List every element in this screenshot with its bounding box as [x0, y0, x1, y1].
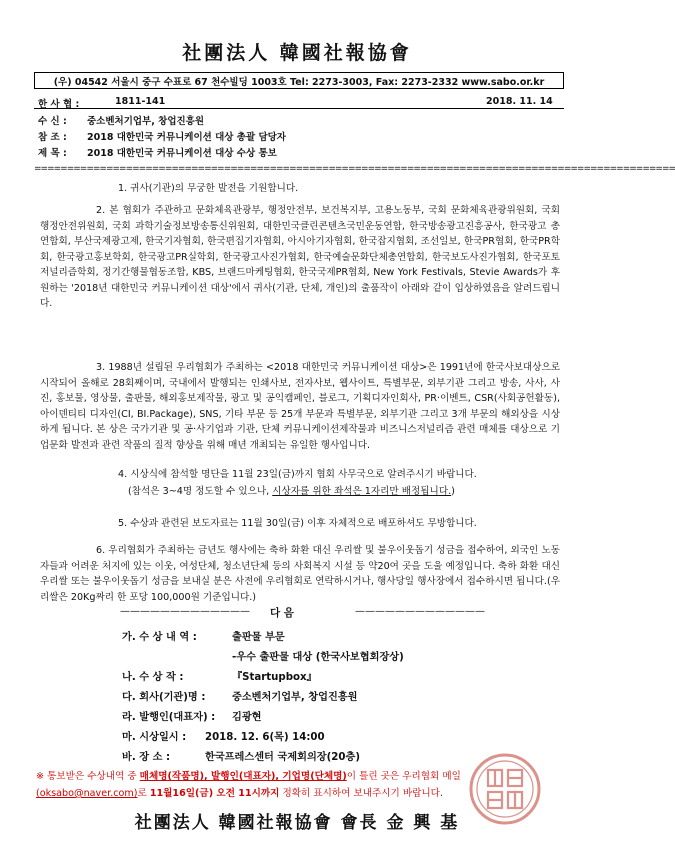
paragraph-4-note	[128, 483, 455, 497]
note-text-e: 정확히 표시하여 보내주시기 바랍니다.	[279, 788, 443, 799]
correction-note-line-2	[36, 785, 443, 799]
doc-number-label: 한 사 협 :	[38, 99, 80, 110]
company-label: 다. 회사(기관)명 :	[122, 692, 206, 703]
paragraph-2-text: 2. 본 협회가 주관하고 문화체육관광부, 행정안전부, 보건복지부, 고용노동부, 국회 문화체육관광위원회, 국회 행정안전위원회, 국회 과학기술정보방송통신위원회, 대한민국클린콘텐츠국민운동연합, 한국방송광고진흥공사, 한국광고 총연합회, 부산국제광고제, 한국기자협회, 한국편집기자협회, 아시아기자협회, 한국잡지협회, 조선일보, 한국PR협회, 한국PR학회, 한국광고홍보학회, 한국광고PR실학회, 한국광고사진가협회, 한국예술문화단체총연합회, 한국보도사진가협회, 한국포토저널리즘학회, 정기간행물협동조합, KBS, 브랜드마케팅협회, 한국국제PR협회, New York Festivals, Stevie Awards가 후원하는 '2018년 대한민국 커뮤니케이션 대상'에서 귀사(기관, 단체, 개인)의 출품작이 아래와 같이 입상하였음을 알려드립니다.	[40, 205, 560, 309]
note-email: (oksabo@naver.com)	[36, 788, 138, 799]
award-value: 출판물 부문	[232, 632, 285, 643]
correction-note-line-1	[36, 768, 461, 782]
time-value: 2018. 12. 6(목) 14:00	[205, 732, 325, 743]
company-value: 중소벤처기업부, 창업진흥원	[232, 692, 358, 703]
paragraph-4-note-underlined: 시상자를 위한 좌석은 1자리만 배정됩니다.	[272, 486, 452, 497]
place-value: 한국프레스센터 국제회의장(20층)	[205, 752, 360, 763]
to-value: 중소벤처기업부, 창업진흥원	[87, 116, 205, 127]
paragraph-3-text: 3. 1988년 설립된 우리협회가 주최하는 <2018 대한민국 커뮤니케이션 대상>은 1991년에 한국사보대상으로 시작되어 올해로 28회째이며, 국내에서 발행되는 인쇄사보, 전자사보, 웹사이트, 특별부문, 외부기관 그리고 방송, 사사, 사진, 홍보물, 영상물, 출판물, 해외홍보제작물, 광고 및 공익캠페인, 블로그, 기획디자인회사, PR·이벤트, CSR(사회공헌활동), 아이덴티티 디자인(CI, BI.Package), SNS, 기타 부문 등 25개 부문과 특별부문, 외부기관 그리고 3개 부문의 해외상을 시상하게 됩니다. 본 상은 국가기관 및 공·사기업과 기관, 단체 커뮤니케이션제작물과 비즈니스저널리즘 관련 매체를 대상으로 기업문화 발전과 관련 작품의 질적 향상을 위해 매년 개최되는 유일한 행사입니다.	[40, 362, 560, 451]
separator-line: ==================================================================================================	[34, 164, 675, 174]
subject-label: 제 목 :	[38, 148, 67, 159]
paragraph-6-text: 6. 우리협회가 주최하는 금년도 행사에는 축하 화환 대신 우리쌀 및 불우이웃돕기 성금을 접수하여, 외국인 노동자들과 어려운 처지에 있는 이웃, 여성단체, 청소년단체 등의 사회복지 시설 등 약20여 곳을 도울 예정입니다. 축하 화환 대신 우리쌀 또는 불우이웃돕기 성금을 보내실 분은 사전에 우리협회로 연락하시거나, 행사당일 행사장에서 접수하시면 됩니다.(우리쌀은 20Kg짜리 한 포당 100,000원 기준입니다.)	[40, 545, 560, 603]
da-heading: 다 음	[270, 607, 294, 619]
address-bar	[34, 72, 564, 89]
publisher-value: 김광현	[232, 712, 262, 723]
paragraph-4-note-post: )	[451, 486, 455, 497]
award-detail: -우수 출판물 대상 (한국사보협회장상)	[232, 652, 404, 663]
note-text-d: 로	[137, 788, 150, 799]
note-mark: ※	[36, 771, 45, 782]
work-value: 『Startupbox』	[232, 672, 317, 683]
paragraph-4: 4. 시상식에 참석할 명단을 11월 23일(금)까지 협회 사무국으로 알려주시기 바랍니다.	[118, 469, 477, 480]
paragraph-6	[40, 543, 560, 605]
paragraph-4-note-pre: (참석은 3~4명 정도할 수 있으나,	[128, 486, 273, 497]
note-text-c: 이 틀린 곳은 우리협회 메일	[346, 771, 461, 782]
doc-number: 1811-141	[115, 96, 166, 107]
doc-date: 2018. 11. 14	[486, 96, 553, 107]
cc-label: 참 조 :	[38, 132, 67, 143]
org-title: 社團法人 韓國社報協會	[182, 42, 412, 64]
publisher-label: 라. 발행인(대표자) :	[122, 712, 216, 723]
header-rule-top	[34, 108, 564, 109]
paragraph-5: 5. 수상과 관련된 보도자료는 11월 30일(금) 이후 자체적으로 배포하셔도 무방합니다.	[118, 518, 477, 529]
paragraph-3	[40, 360, 560, 453]
award-label: 가. 수 상 내 역 :	[122, 632, 197, 643]
da-dashes-left: —————————————	[120, 606, 250, 617]
note-text-a: 통보받은 수상내역 중	[47, 771, 140, 782]
note-text-b: 매체명(작품명), 발행인(대표자), 기업명(단체명)	[139, 771, 347, 782]
address-text: (우) 04542 서울시 중구 수표로 67 천수빌딩 1003호 Tel: 2273-3003, Fax: 2273-2332 www.sabo.or.kr	[53, 77, 545, 88]
cc-value: 2018 대한민국 커뮤니케이션 대상 총괄 담당자	[87, 132, 286, 143]
da-dashes-right: —————————————	[355, 606, 485, 617]
work-label: 나. 수 상 작 :	[122, 672, 184, 683]
paragraph-1: 1. 귀사(기관)의 무궁한 발전을 기원합니다.	[118, 183, 299, 194]
subject-value: 2018 대한민국 커뮤니케이션 대상 수상 통보	[87, 148, 277, 159]
place-label: 바. 장 소 :	[122, 752, 171, 763]
to-label: 수 신 :	[38, 116, 67, 127]
paragraph-2	[40, 203, 560, 312]
time-label: 마. 시상일시 :	[122, 732, 187, 743]
signature-line: 社團法人 韓國社報協會 會長 金 興 基	[134, 813, 460, 833]
note-deadline: 11월16일(금) 오전 11시까지	[149, 788, 280, 799]
